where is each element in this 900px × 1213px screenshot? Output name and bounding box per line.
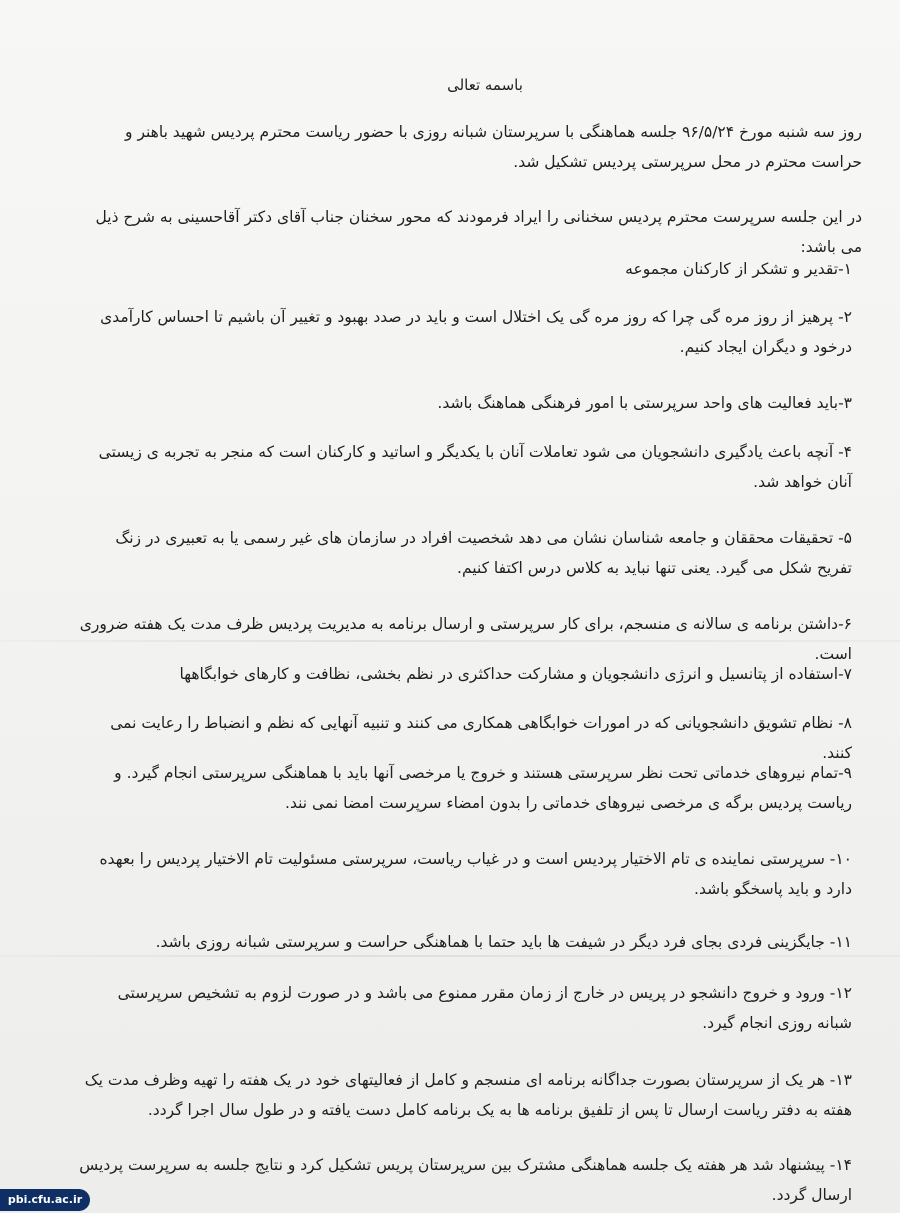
list-item: ۱۴- پیشنهاد شد هر هفته یک جلسه هماهنگی مشترک بین سرپرستان پریس تشکیل کرد و نتایج جلسه به سرپرست پردیس ارسال گردد. — [79, 1156, 852, 1204]
list-item: ۱۳- هر یک از سرپرستان بصورت جداگانه برنامه ای منسجم و کامل از فعالیتهای خود در یک هفته را تهیه وظرف مدت یک هفته به دفتر ریاست ارسال تا پس از تلفیق برنامه ها به یک برنامه کامل دست یافته و در طول سال اجرا گردد. — [84, 1071, 852, 1119]
list-item: ۷-استفاده از پتانسیل و انرژی دانشجویان و مشارکت حداکثری در نظم بخشی، نظافت و کارهای خوابگاهها — [179, 665, 852, 683]
site-watermark: pbi.cfu.ac.ir — [0, 1189, 90, 1211]
list-item: ۱۲- ورود و خروج دانشجو در پریس در خارج از زمان مقرر ممنوع می باشد و در صورت لزوم به تشخیص سرپرستی شبانه روزی انجام گیرد. — [117, 984, 852, 1032]
list-item: ۵- تحقیقات محققان و جامعه شناسان نشان می دهد شخصیت افراد در سازمان های غیر رسمی یا به تعبیری در زنگ تفریح شکل می گیرد. یعنی تنها نباید به کلاس درس اکتفا کنیم. — [115, 529, 852, 577]
intro-paragraph-2: در این جلسه سرپرست محترم پردیس سخنانی را ایراد فرمودند که محور سخنان جناب آقای دکتر آقاحسینی به شرح ذیل می باشد: — [95, 208, 862, 256]
list-item: ۱۱- جایگزینی فردی بجای فرد دیگر در شیفت ها باید حتما با هماهنگی حراست و سرپرستی شبانه روزی باشد. — [155, 933, 852, 951]
list-item: ۱-تقدیر و تشکر از کارکنان مجموعه — [625, 260, 852, 278]
list-item: ۴- آنچه باعث یادگیری دانشجویان می شود تعاملات آنان با یکدیگر و اساتید و کارکنان است که منجر به تجربه ی زیستی آنان خواهد شد. — [98, 443, 852, 491]
list-item: ۶-داشتن برنامه ی سالانه ی منسجم، برای کار سرپرستی و ارسال برنامه به مدیریت پردیس ظرف مدت یک هفته ضروری است. — [79, 615, 852, 663]
list-item: ۳-باید فعالیت های واحد سرپرستی با امور فرهنگی هماهنگ باشد. — [437, 394, 852, 412]
list-item: ۱۰- سرپرستی نماینده ی تام الاختیار پردیس است و در غیاب ریاست، سرپرستی مسئولیت تام الاختیار پردیس را بعهده دارد و باید پاسخگو باشد. — [99, 850, 852, 898]
intro-paragraph: روز سه شنبه مورخ ۹۶/۵/۲۴ جلسه هماهنگی با سرپرستان شبانه روزی با حضور ریاست محترم پردیس شهید باهنر و حراست محترم در محل سرپرستی پردیس تشکیل شد. — [125, 123, 862, 171]
list-item: ۹-تمام نیروهای خدماتی تحت نظر سرپرستی هستند و خروج یا مرخصی آنها باید با هماهنگی سرپرستی انجام گیرد. و ریاست پردیس برگه ی مرخصی نیروهای خدماتی را بدون امضاء سرپرست امضا نمی نند. — [114, 764, 852, 812]
letter-heading: باسمه تعالی — [447, 76, 523, 94]
list-item: ۲- پرهیز از روز مره گی چرا که روز مره گی یک اختلال است و باید در صدد بهبود و تغییر آن باشیم تا احساس کارآمدی درخود و دیگران ایجاد کنیم. — [100, 308, 852, 356]
list-item: ۸- نظام تشویق دانشجویانی که در امورات خوابگاهی همکاری می کنند و تنبیه آنهایی که نظم و انضباط را رعایت نمی کنند. — [110, 714, 852, 762]
